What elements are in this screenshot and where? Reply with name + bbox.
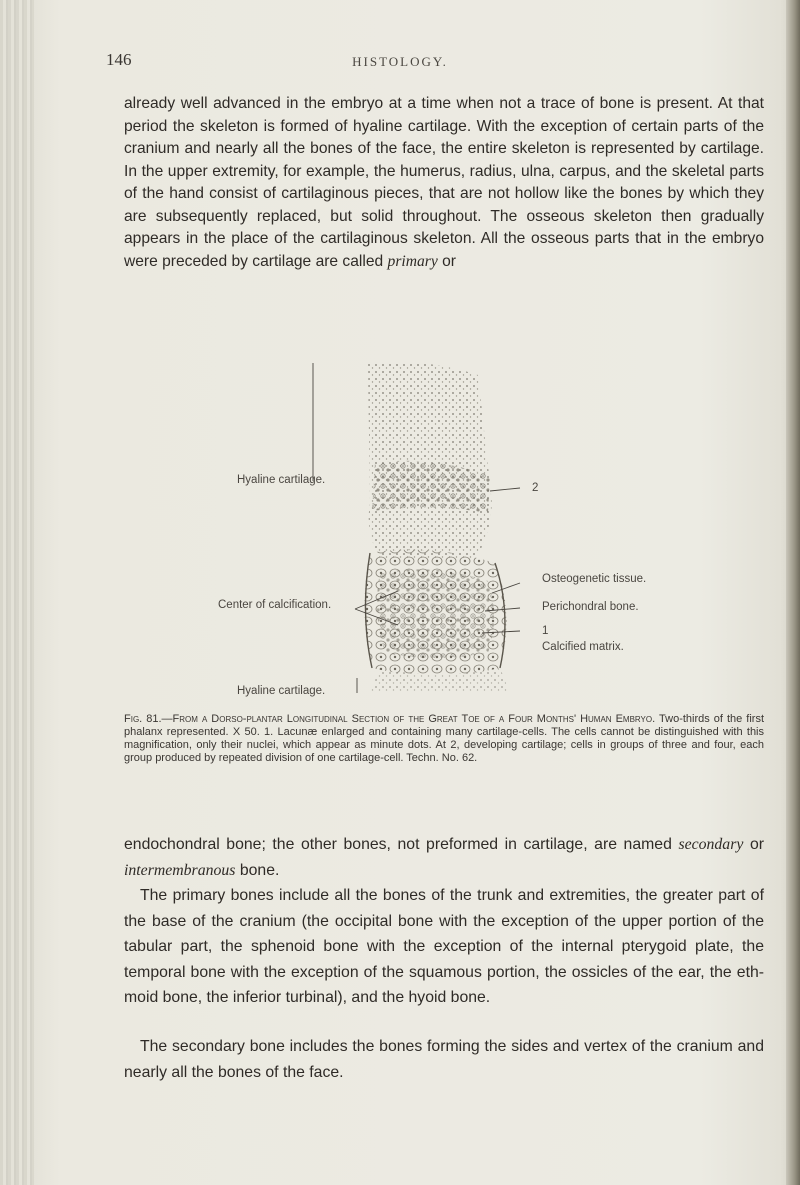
label-hyaline-cartilage-top: Hyaline cartilage. [237,474,326,486]
paragraph-3: The primary bones include all the bones of the trunk and extremities, the greater part of the base of the cranium (the occipital bone with the exception of the upper portion of the tabular part, the sphenoid bone with the exception of the internal pterygoid plate, the temporal bone with the exception of the squamous portion, the ossicles of the ear, the eth- moid bone, the inferior turbinal), and the hyoid bone. [124,887,764,1006]
paragraph-1-text: already well advanced in the embryo at a time when not a trace of bone is present. At that period the skeleton is formed of hyaline cartilage. With the exception of certain parts of the cranium and nearly all the bones of the face, the entire skeleton is represented by cartilage. In the upper extremity, for example, the humerus, radius, ulna, carpus, and the skeletal parts of the hand consist of cartilaginous pieces, that are not hollow like the bones by which they are subsequently replaced, but solid throughout. The osseous skeleton then gradually appears in the place of the cartilaginous skeleton. All the osseous parts that in the embryo were preceded by cartilage are called [124,95,764,270]
binding-shadow [0,0,34,1185]
hyaline-cartilage-region [368,363,492,558]
paragraph-2-tail: bone. [239,861,280,879]
histology-illustration [220,363,760,693]
term-secondary: secondary [678,836,744,853]
paragraph-2-text: endochondral bone; the other bones, not preformed in cartilage, are named [124,836,672,853]
label-hyaline-cartilage-bottom: Hyaline cartilage. [237,685,326,697]
label-osteogenetic-tissue: Osteogenetic tissue. [542,573,647,585]
paragraph-1 [124,93,764,273]
caption-lead: Fig. 81.—From a Dorso-plantar Longitudinal Section of the Great Toe of a Four Months' Human Embryo. [124,713,656,725]
label-center-of-calcification: Center of calcification. [218,599,332,611]
label-2: 2 [532,482,539,494]
caption-body: Two-thirds of the first phalanx represented. X 50. 1. Lacunæ enlarged and containing many cartilage-cells. The cells cannot be distinguished with this magnification, only their nuclei, which appear as minute dots. At 2, developing cartilage; cells in groups of three and four, each group produced by repeated division of one cartilage-cell. Techn. No. 62. [124,713,765,764]
label-calcified-matrix: Calcified matrix. [542,641,624,653]
paragraph-2-or: or [749,836,764,853]
figure-81 [218,363,760,697]
term-intermembranous: intermembranous [124,861,236,879]
running-head: HISTOLOGY. [352,54,448,69]
paragraph-4: The secondary bone includes the bones forming the sides and vertex of the cranium and nearly all the bones of the face. [124,1038,764,1081]
paragraph-2 [124,832,764,883]
page-header [0,50,800,74]
page-edge [786,0,800,1185]
term-primary: primary [387,252,438,270]
calcified-matrix-region [377,569,494,658]
figure-caption [124,713,764,765]
label-1: 1 [542,625,549,637]
paragraph-1-tail: or [442,252,456,270]
label-perichondral-bone: Perichondral bone. [542,601,639,613]
page-number: 146 [106,50,132,69]
leader-line-2 [490,488,520,491]
